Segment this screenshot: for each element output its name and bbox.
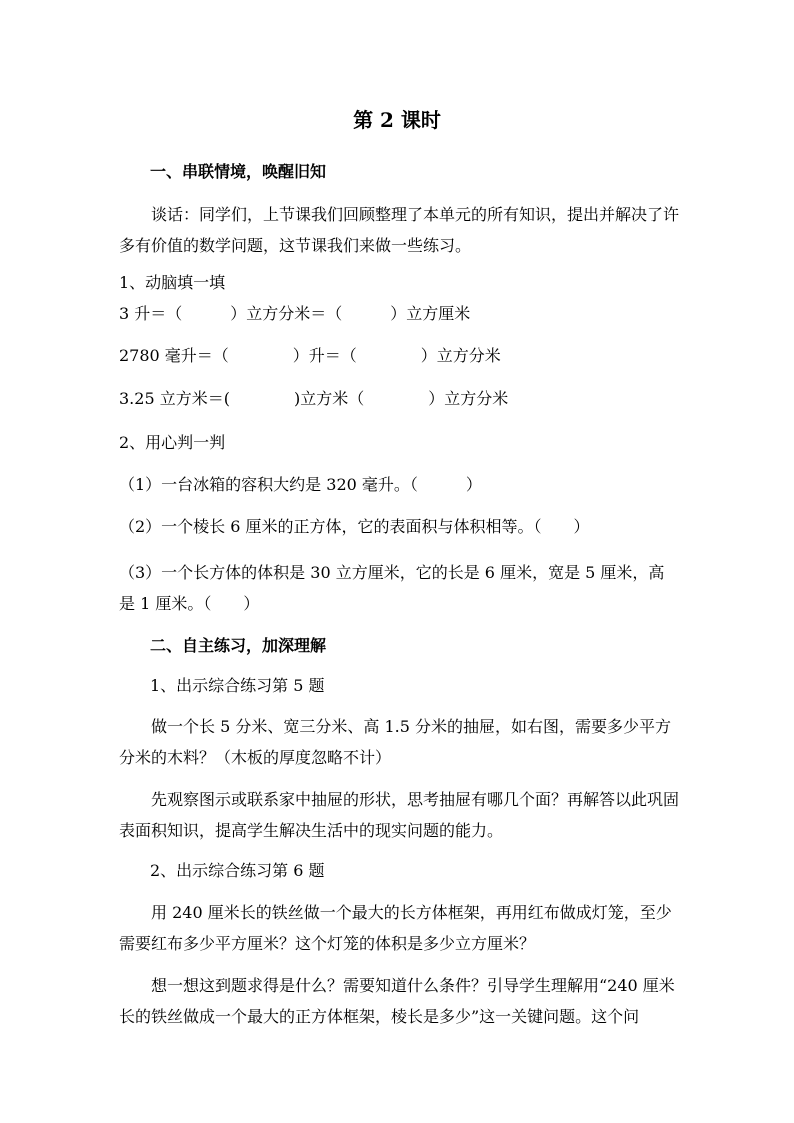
page-title: 第 2 课时	[353, 108, 441, 132]
fill-item-1: 3 升＝（ ）立方分米＝（ ）立方厘米	[119, 304, 471, 323]
fill-item-3: 3.25 立方米＝( )立方米（ ）立方分米	[119, 389, 509, 408]
fill-item-2: 2780 毫升＝（ ）升＝（ ）立方分米	[119, 346, 501, 365]
judge-item-3: （3）一个长方体的体积是 30 立方厘米，它的长是 6 厘米，宽是 5 厘米，高是 1 厘米。（ ）	[119, 563, 665, 613]
q6-heading: 2、出示综合练习第 6 题	[150, 861, 325, 880]
section1-heading: 一、串联情境，唤醒旧知	[150, 162, 327, 181]
q5-heading: 1、出示综合练习第 5 题	[150, 676, 325, 695]
judge-heading: 2、用心判一判	[119, 433, 226, 452]
q5-note: 先观察图示或联系家中抽屉的形状，思考抽屉有哪几个面？再解答以此巩固表面积知识，提高学生解决生活中的现实问题的能力。	[119, 790, 680, 840]
q6-problem: 用 240 厘米长的铁丝做一个最大的长方体框架，再用红布做成灯笼，至少需要红布多少平方厘米？这个灯笼的体积是多少立方厘米？	[119, 903, 672, 953]
section1-intro: 谈话：同学们，上节课我们回顾整理了本单元的所有知识，提出并解决了许多有价值的数学问题，这节课我们来做一些练习。	[119, 205, 680, 255]
section2-heading: 二、自主练习，加深理解	[150, 636, 327, 655]
judge-item-1: （1）一台冰箱的容积大约是 320 毫升。（ ）	[119, 475, 482, 494]
judge-item-2: （2）一个棱长 6 厘米的正方体，它的表面积与体积相等。（ ）	[119, 517, 590, 536]
q5-problem: 做一个长 5 分米、宽三分米、高 1.5 分米的抽屉，如右图，需要多少平方分米的木料？（木板的厚度忽略不计）	[119, 717, 671, 767]
q6-note: 想一想这到题求得是什么？需要知道什么条件？引导学生理解用“240 厘米长的铁丝做成一个最大的正方体框架，棱长是多少”这一关键问题。这个问	[119, 976, 675, 1026]
fill-heading: 1、动脑填一填	[119, 273, 226, 292]
